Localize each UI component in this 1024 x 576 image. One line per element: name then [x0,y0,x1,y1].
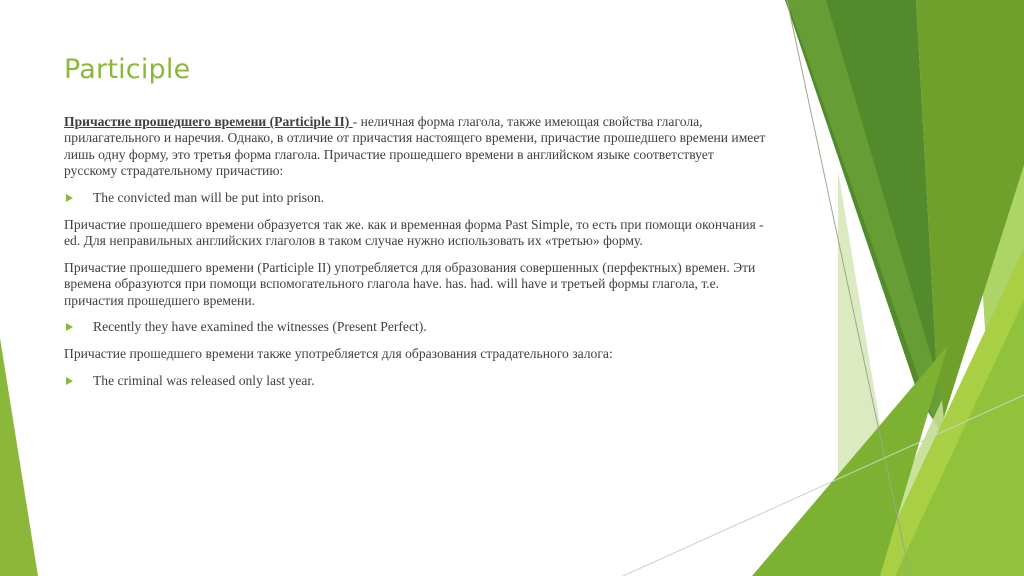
intro-bold-term: Причастие прошедшего времени (Participle II) [64,114,353,129]
triangle-bullet-icon [66,194,73,202]
formation-paragraph: Причастие прошедшего времени образуется так же. как и временная форма Past Simple, то есть при помощи окончания -ed. Для неправильных английских глаголов в таком случае нужно использовать их «третью» форму. [64,217,764,249]
triangle-bullet-icon [66,323,73,331]
intro-paragraph [64,114,770,180]
bullet-item [64,319,770,335]
bullet-text: The criminal was released only last year. [93,372,315,388]
bullet-item [64,190,770,206]
bullet-text: Recently they have examined the witnesses (Present Perfect). [93,319,427,335]
triangle-bullet-icon [66,377,73,385]
bullet-item [64,373,770,389]
slide-content [64,114,770,400]
passive-voice-paragraph: Причастие прошедшего времени также употребляется для образования страдательного залога: [64,346,613,362]
slide-title: Participle [64,54,191,85]
left-green-triangle [0,338,38,576]
perfect-tenses-paragraph: Причастие прошедшего времени (Participle II) употребляется для образования совершенных (перфектных) времен. Эти времена образуются при помощи вспомогательного глагола have. has. had. will have и третьей формы глагола, т.е. причастия прошедшего времени. [64,259,756,308]
bullet-text: The convicted man will be put into prison. [93,189,325,205]
intro-text: - неличная форма глагола, также имеющая свойства глагола, прилагательного и наречия. Однако, в отличие от причастия настоящего времени, причастие прошедшего времени имеет лишь одну форму, это третья форма глагола. Причастие прошедшего времени в английском языке соответствует русскому страдательному причастию: [64,114,766,179]
